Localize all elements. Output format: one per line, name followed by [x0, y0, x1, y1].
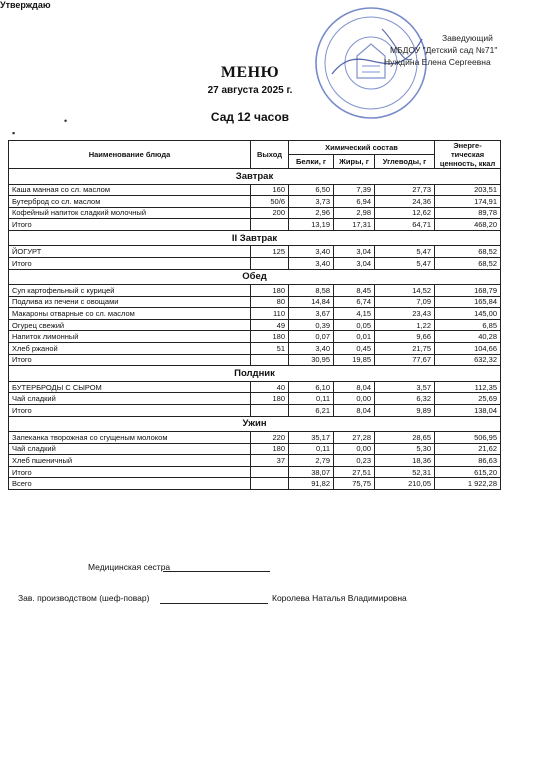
table-row	[9, 246, 501, 258]
dish-energy: 104,66	[435, 343, 501, 355]
dish-protein: 0,11	[289, 443, 334, 455]
dish-output: 180	[251, 393, 289, 405]
dish-energy: 468,20	[435, 219, 501, 231]
dish-fat: 0,00	[334, 443, 375, 455]
dish-protein: 0,11	[289, 393, 334, 405]
group-title: Сад 12 часов	[210, 110, 290, 124]
col-header-protein: Белки, г	[289, 155, 334, 169]
section-title: Обед	[9, 269, 501, 285]
dish-output: 220	[251, 432, 289, 444]
menu-date: 27 августа 2025 г.	[207, 85, 293, 96]
dish-output: 180	[251, 331, 289, 343]
dish-energy: 145,00	[435, 308, 501, 320]
col-header-output: Выход	[251, 141, 289, 169]
total-dish-carbs: 210,05	[375, 478, 435, 490]
dish-fat: 0,23	[334, 455, 375, 467]
table-row	[9, 404, 501, 416]
dish-fat: 3,04	[334, 246, 375, 258]
dish-fat: 17,31	[334, 219, 375, 231]
table-row	[9, 219, 501, 231]
approver-org: МБДОУ "Детский сад №71"	[390, 45, 498, 55]
dish-output: 180	[251, 443, 289, 455]
table-row	[9, 432, 501, 444]
dish-output	[251, 404, 289, 416]
table-row	[9, 257, 501, 269]
dish-protein: 2,79	[289, 455, 334, 467]
dish-fat: 2,98	[334, 207, 375, 219]
dish-protein: 6,50	[289, 184, 334, 196]
dish-carbs: 7,09	[375, 296, 435, 308]
dish-name: Кофейный напиток сладкий молочный	[9, 207, 251, 219]
table-row	[9, 381, 501, 393]
dish-energy: 168,79	[435, 285, 501, 297]
dish-carbs: 5,30	[375, 443, 435, 455]
dish-name: Итого	[9, 404, 251, 416]
dish-fat: 8,45	[334, 285, 375, 297]
dish-carbs: 1,22	[375, 319, 435, 331]
section-title: II Завтрак	[9, 230, 501, 246]
dish-output: 37	[251, 455, 289, 467]
dish-protein: 30,95	[289, 354, 334, 366]
chef-name: Королева Наталья Владимировна	[272, 593, 407, 603]
dish-fat: 7,39	[334, 184, 375, 196]
table-row	[9, 296, 501, 308]
dish-name: Макароны отварные со сл. маслом	[9, 308, 251, 320]
dish-fat: 0,01	[334, 331, 375, 343]
dish-protein: 0,07	[289, 331, 334, 343]
table-row	[9, 207, 501, 219]
dish-name: Чай сладкий	[9, 443, 251, 455]
dish-energy: 86,63	[435, 455, 501, 467]
approve-label: Утверждаю	[0, 0, 51, 10]
dish-fat: 0,00	[334, 393, 375, 405]
menu-table	[8, 140, 501, 490]
col-header-carbs: Углеводы, г	[375, 155, 435, 169]
table-row	[9, 331, 501, 343]
dish-carbs: 14,52	[375, 285, 435, 297]
table-row	[9, 466, 501, 478]
dish-output: 125	[251, 246, 289, 258]
dish-energy: 25,69	[435, 393, 501, 405]
total-dish-name: Всего	[9, 478, 251, 490]
dish-protein: 3,40	[289, 257, 334, 269]
dish-energy: 203,51	[435, 184, 501, 196]
col-header-chem: Химический состав	[289, 141, 435, 155]
dish-protein: 38,07	[289, 466, 334, 478]
menu-table-body	[9, 169, 501, 490]
col-header-fat: Жиры, г	[334, 155, 375, 169]
dish-fat: 3,04	[334, 257, 375, 269]
dish-energy: 615,20	[435, 466, 501, 478]
menu-title: МЕНЮ	[220, 64, 280, 81]
dish-carbs: 6,32	[375, 393, 435, 405]
dish-fat: 8,04	[334, 404, 375, 416]
dish-carbs: 5,47	[375, 246, 435, 258]
dish-name: Итого	[9, 354, 251, 366]
col-header-name: Наименование блюда	[9, 141, 251, 169]
section-title: Ужин	[9, 416, 501, 432]
dish-output: 110	[251, 308, 289, 320]
section-row	[9, 230, 501, 246]
dish-name: Напиток лимонный	[9, 331, 251, 343]
dish-name: Итого	[9, 219, 251, 231]
section-title: Завтрак	[9, 169, 501, 185]
dish-output: 51	[251, 343, 289, 355]
dish-carbs: 9,66	[375, 331, 435, 343]
dish-energy: 506,95	[435, 432, 501, 444]
dish-carbs: 24,36	[375, 196, 435, 208]
table-row	[9, 319, 501, 331]
dish-fat: 6,94	[334, 196, 375, 208]
dish-protein: 3,67	[289, 308, 334, 320]
table-row	[9, 393, 501, 405]
dish-energy: 174,91	[435, 196, 501, 208]
section-row	[9, 169, 501, 185]
dish-output: 180	[251, 285, 289, 297]
dish-output	[251, 466, 289, 478]
dish-output: 50/6	[251, 196, 289, 208]
dish-carbs: 12,62	[375, 207, 435, 219]
total-dish-output	[251, 478, 289, 490]
approver-person: Нуждина Елена Сергеевна	[384, 57, 491, 67]
dish-name: Чай сладкий	[9, 393, 251, 405]
dish-energy: 165,84	[435, 296, 501, 308]
nurse-label: Медицинская сестра	[88, 562, 171, 572]
dish-fat: 4,15	[334, 308, 375, 320]
total-dish-energy: 1 922,28	[435, 478, 501, 490]
dish-energy: 632,32	[435, 354, 501, 366]
dish-carbs: 23,43	[375, 308, 435, 320]
dish-output	[251, 354, 289, 366]
dish-protein: 3,40	[289, 246, 334, 258]
dish-name: Огурец свежий	[9, 319, 251, 331]
dish-protein: 14,84	[289, 296, 334, 308]
dish-name: Хлеб ржаной	[9, 343, 251, 355]
dish-carbs: 27,73	[375, 184, 435, 196]
dish-output: 80	[251, 296, 289, 308]
table-row	[9, 285, 501, 297]
col-header-energy: Энерге-тическая ценность, ккал	[435, 141, 501, 169]
dish-carbs: 18,36	[375, 455, 435, 467]
scan-mark: ▪	[12, 128, 16, 138]
dish-protein: 8,58	[289, 285, 334, 297]
dish-protein: 3,40	[289, 343, 334, 355]
dish-output: 40	[251, 381, 289, 393]
dish-energy: 68,52	[435, 246, 501, 258]
total-dish-protein: 91,82	[289, 478, 334, 490]
dish-energy: 40,28	[435, 331, 501, 343]
dish-fat: 8,04	[334, 381, 375, 393]
scan-mark: •	[64, 116, 68, 126]
dish-fat: 27,51	[334, 466, 375, 478]
table-row	[9, 343, 501, 355]
table-row	[9, 455, 501, 467]
dish-name: Каша манная со сл. маслом	[9, 184, 251, 196]
dish-output: 200	[251, 207, 289, 219]
dish-name: ЙОГУРТ	[9, 246, 251, 258]
dish-protein: 2,96	[289, 207, 334, 219]
dish-carbs: 77,67	[375, 354, 435, 366]
section-row	[9, 416, 501, 432]
dish-energy: 138,04	[435, 404, 501, 416]
chef-signature-line	[160, 593, 268, 604]
dish-name: Итого	[9, 257, 251, 269]
dish-output: 160	[251, 184, 289, 196]
dish-name: Итого	[9, 466, 251, 478]
dish-fat: 19,85	[334, 354, 375, 366]
total-dish-fat: 75,75	[334, 478, 375, 490]
dish-fat: 6,74	[334, 296, 375, 308]
section-row	[9, 269, 501, 285]
dish-output	[251, 257, 289, 269]
chef-label: Зав. производством (шеф-повар)	[18, 593, 150, 603]
dish-name: Запеканка творожная со сгущеным молоком	[9, 432, 251, 444]
dish-output	[251, 219, 289, 231]
dish-name: Бутерброд со сл. маслом	[9, 196, 251, 208]
dish-protein: 6,21	[289, 404, 334, 416]
table-row	[9, 184, 501, 196]
dish-name: Подлива из печени с овощами	[9, 296, 251, 308]
dish-protein: 6,10	[289, 381, 334, 393]
total-row	[9, 478, 501, 490]
dish-name: БУТЕРБРОДЫ С СЫРОМ	[9, 381, 251, 393]
dish-carbs: 3,57	[375, 381, 435, 393]
approver-position: Заведующий	[442, 33, 493, 43]
dish-name: Суп картофельный с курицей	[9, 285, 251, 297]
section-title: Полдник	[9, 366, 501, 382]
dish-output: 49	[251, 319, 289, 331]
dish-energy: 68,52	[435, 257, 501, 269]
dish-energy: 89,78	[435, 207, 501, 219]
table-row	[9, 354, 501, 366]
dish-protein: 13,19	[289, 219, 334, 231]
dish-carbs: 64,71	[375, 219, 435, 231]
dish-protein: 3,73	[289, 196, 334, 208]
nurse-signature-line	[163, 561, 270, 572]
dish-protein: 0,39	[289, 319, 334, 331]
dish-carbs: 9,89	[375, 404, 435, 416]
dish-fat: 0,45	[334, 343, 375, 355]
dish-carbs: 5,47	[375, 257, 435, 269]
table-row	[9, 308, 501, 320]
dish-fat: 27,28	[334, 432, 375, 444]
table-row	[9, 443, 501, 455]
dish-fat: 0,05	[334, 319, 375, 331]
dish-carbs: 28,65	[375, 432, 435, 444]
dish-carbs: 21,75	[375, 343, 435, 355]
dish-energy: 21,62	[435, 443, 501, 455]
dish-energy: 112,35	[435, 381, 501, 393]
dish-carbs: 52,31	[375, 466, 435, 478]
section-row	[9, 366, 501, 382]
table-row	[9, 196, 501, 208]
dish-protein: 35,17	[289, 432, 334, 444]
dish-name: Хлеб пшеничный	[9, 455, 251, 467]
dish-energy: 6,85	[435, 319, 501, 331]
